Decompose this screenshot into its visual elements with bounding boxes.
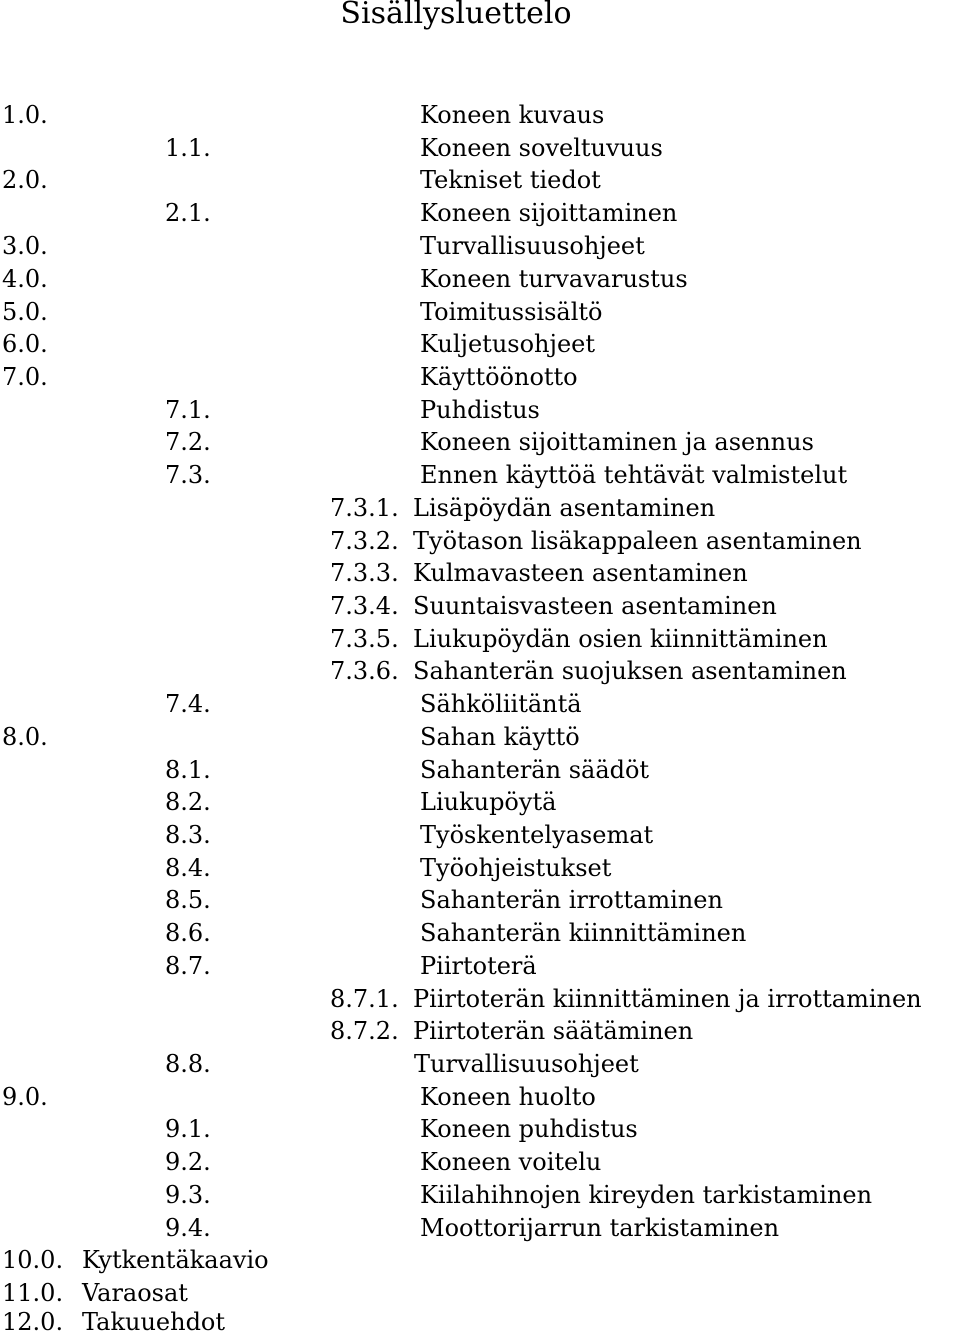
toc-number: 8.1. bbox=[165, 756, 211, 784]
toc-entry-7-3-2 bbox=[0, 525, 960, 558]
toc-title: Moottorijarrun tarkistaminen bbox=[420, 1214, 780, 1242]
toc-title: Piirtoterän säätäminen bbox=[413, 1017, 694, 1045]
toc-title: Työohjeistukset bbox=[420, 854, 612, 882]
toc-number: 8.8. bbox=[165, 1050, 211, 1078]
toc-number: 9.1. bbox=[165, 1115, 211, 1143]
toc-title: Kytkentäkaavio bbox=[82, 1246, 269, 1274]
toc-number: 1.0. bbox=[2, 101, 48, 129]
toc-number: 7.4. bbox=[165, 690, 211, 718]
toc-title: Turvallisuusohjeet bbox=[420, 232, 645, 260]
toc-number: 7.1. bbox=[165, 396, 211, 424]
toc-title: Sahanterän irrottaminen bbox=[420, 886, 723, 914]
toc-number: 7.3.6. bbox=[330, 657, 399, 685]
toc-title: Varaosat bbox=[82, 1279, 188, 1307]
toc-entry-7-0 bbox=[0, 361, 960, 394]
toc-number: 3.0. bbox=[2, 232, 48, 260]
toc-number: 2.1. bbox=[165, 199, 211, 227]
toc-title: Koneen puhdistus bbox=[420, 1115, 638, 1143]
toc-number: 7.3.4. bbox=[330, 592, 399, 620]
toc-title: Liukupöydän osien kiinnittäminen bbox=[413, 625, 828, 653]
toc-title: Koneen sijoittaminen bbox=[420, 199, 678, 227]
toc-number: 9.3. bbox=[165, 1181, 211, 1209]
toc-number: 11.0. bbox=[2, 1279, 64, 1307]
toc-entry-7-3 bbox=[0, 459, 960, 492]
page-title: Sisällysluettelo bbox=[340, 0, 572, 31]
toc-entry-8-3 bbox=[0, 819, 960, 852]
toc-entry-8-2 bbox=[0, 786, 960, 819]
toc-entry-12-0 bbox=[0, 1306, 960, 1339]
toc-entry-7-3-3 bbox=[0, 557, 960, 590]
toc-title: Sahanterän kiinnittäminen bbox=[420, 919, 747, 947]
toc-number: 7.0. bbox=[2, 363, 48, 391]
toc-title: Sahanterän säädöt bbox=[420, 756, 650, 784]
toc-number: 9.2. bbox=[165, 1148, 211, 1176]
toc-entry-1-1 bbox=[0, 132, 960, 165]
toc-entry-7-3-1 bbox=[0, 492, 960, 525]
toc-title: Koneen sijoittaminen ja asennus bbox=[420, 428, 814, 456]
toc-entry-6-0 bbox=[0, 328, 960, 361]
toc-title: Suuntaisvasteen asentaminen bbox=[413, 592, 777, 620]
toc-entry-1-0 bbox=[0, 99, 960, 132]
toc-entry-9-3 bbox=[0, 1179, 960, 1212]
toc-entry-4-0 bbox=[0, 263, 960, 296]
toc-number: 8.3. bbox=[165, 821, 211, 849]
toc-entry-7-3-5 bbox=[0, 623, 960, 656]
toc-title: Koneen kuvaus bbox=[420, 101, 605, 129]
toc-entry-8-4 bbox=[0, 852, 960, 885]
toc-entry-8-6 bbox=[0, 917, 960, 950]
toc-title: Työskentelyasemat bbox=[420, 821, 654, 849]
toc-title: Lisäpöydän asentaminen bbox=[413, 494, 716, 522]
toc-title: Liukupöytä bbox=[420, 788, 557, 816]
toc-number: 7.3.5. bbox=[330, 625, 399, 653]
toc-entry-7-3-6 bbox=[0, 655, 960, 688]
toc-number: 10.0. bbox=[2, 1246, 64, 1274]
toc-title: Koneen huolto bbox=[420, 1083, 596, 1111]
toc-entry-2-1 bbox=[0, 197, 960, 230]
toc-number: 8.6. bbox=[165, 919, 211, 947]
toc-number: 8.4. bbox=[165, 854, 211, 882]
toc-title: Sahan käyttö bbox=[420, 723, 580, 751]
toc-title: Kiilahihnojen kireyden tarkistaminen bbox=[420, 1181, 873, 1209]
toc-title: Piirtoterän kiinnittäminen ja irrottaminen bbox=[413, 985, 922, 1013]
toc-title: Kuljetusohjeet bbox=[420, 330, 595, 358]
toc-number: 8.7.1. bbox=[330, 985, 399, 1013]
toc-title: Tekniset tiedot bbox=[420, 166, 601, 194]
toc-entry-8-0 bbox=[0, 721, 960, 754]
toc-title: Puhdistus bbox=[420, 396, 540, 424]
toc-entry-9-4 bbox=[0, 1212, 960, 1245]
toc-entry-8-7-2 bbox=[0, 1015, 960, 1048]
toc-entry-9-0 bbox=[0, 1081, 960, 1114]
toc-title: Ennen käyttöä tehtävät valmistelut bbox=[420, 461, 848, 489]
toc-number: 9.4. bbox=[165, 1214, 211, 1242]
toc-entry-3-0 bbox=[0, 230, 960, 263]
toc-entry-8-7 bbox=[0, 950, 960, 983]
toc-number: 8.2. bbox=[165, 788, 211, 816]
toc-title: Sähköliitäntä bbox=[420, 690, 582, 718]
toc-number: 8.7. bbox=[165, 952, 211, 980]
toc-entry-7-2 bbox=[0, 426, 960, 459]
toc-entry-9-2 bbox=[0, 1146, 960, 1179]
toc-title: Piirtoterä bbox=[420, 952, 537, 980]
toc-number: 4.0. bbox=[2, 265, 48, 293]
toc-entry-2-0 bbox=[0, 164, 960, 197]
toc-entry-8-1 bbox=[0, 754, 960, 787]
toc-number: 12.0. bbox=[2, 1308, 64, 1336]
toc-entry-8-8 bbox=[0, 1048, 960, 1081]
toc-entry-9-1 bbox=[0, 1113, 960, 1146]
toc-number: 8.5. bbox=[165, 886, 211, 914]
toc-title: Koneen voitelu bbox=[420, 1148, 602, 1176]
toc-number: 7.3.2. bbox=[330, 527, 399, 555]
toc-title: Kulmavasteen asentaminen bbox=[413, 559, 748, 587]
toc-number: 7.3.3. bbox=[330, 559, 399, 587]
toc-number: 8.7.2. bbox=[330, 1017, 399, 1045]
toc-title: Takuuehdot bbox=[82, 1308, 226, 1336]
toc-title: Käyttöönotto bbox=[420, 363, 578, 391]
toc-entry-7-4 bbox=[0, 688, 960, 721]
toc-number: 1.1. bbox=[165, 134, 211, 162]
toc-title: Sahanterän suojuksen asentaminen bbox=[413, 657, 847, 685]
toc-title: Toimitussisältö bbox=[420, 298, 603, 326]
toc-number: 7.2. bbox=[165, 428, 211, 456]
toc-number: 8.0. bbox=[2, 723, 48, 751]
toc-entry-7-1 bbox=[0, 394, 960, 427]
toc-number: 9.0. bbox=[2, 1083, 48, 1111]
toc-number: 5.0. bbox=[2, 298, 48, 326]
toc-entry-8-7-1 bbox=[0, 983, 960, 1016]
toc-entry-7-3-4 bbox=[0, 590, 960, 623]
toc-entry-5-0 bbox=[0, 296, 960, 329]
toc-number: 7.3. bbox=[165, 461, 211, 489]
toc-title: Koneen soveltuvuus bbox=[420, 134, 663, 162]
toc-title: Turvallisuusohjeet bbox=[414, 1050, 639, 1078]
toc-entry-10-0 bbox=[0, 1244, 960, 1277]
toc-entry-8-5 bbox=[0, 884, 960, 917]
toc-title: Koneen turvavarustus bbox=[420, 265, 688, 293]
toc-title: Työtason lisäkappaleen asentaminen bbox=[413, 527, 862, 555]
toc-number: 2.0. bbox=[2, 166, 48, 194]
toc-number: 7.3.1. bbox=[330, 494, 399, 522]
toc-number: 6.0. bbox=[2, 330, 48, 358]
